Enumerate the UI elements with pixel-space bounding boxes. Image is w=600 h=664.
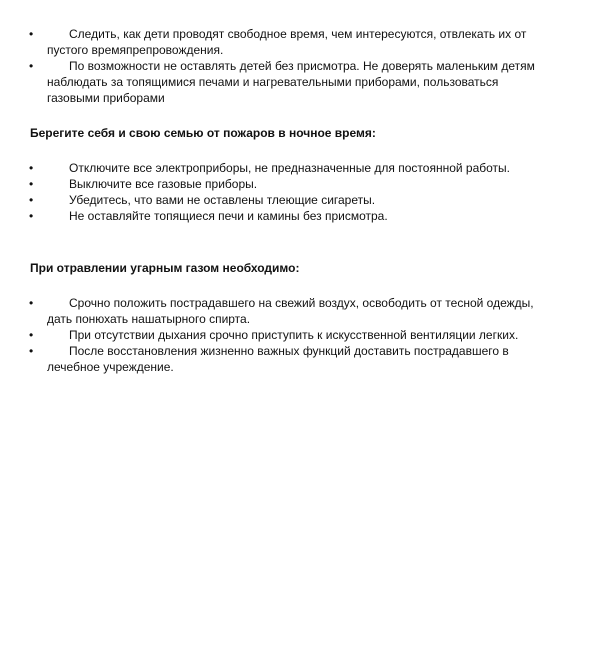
bullet-icon: • xyxy=(29,209,34,223)
list-item-text: Срочно положить пострадавшего на свежий воздух, освободить от тесной одежды, дать понюхать нашатырного спирта. xyxy=(47,296,534,326)
bullet-icon: • xyxy=(29,344,34,358)
child-safety-list xyxy=(0,26,600,106)
bullet-icon: • xyxy=(29,161,34,175)
list-item-text: Убедитесь, что вами не оставлены тлеющие сигареты. xyxy=(69,193,376,207)
bullet-icon: • xyxy=(29,296,34,310)
section-heading-night-fires: Берегите себя и свою семью от пожаров в ночное время: xyxy=(30,126,376,140)
list-item xyxy=(0,192,600,208)
list-item xyxy=(0,208,600,224)
list-item-text: Отключите все электроприборы, не предназначенные для постоянной работы. xyxy=(69,161,511,175)
carbon-monoxide-list xyxy=(0,295,600,375)
bullet-icon: • xyxy=(29,27,34,41)
bullet-icon: • xyxy=(29,59,34,73)
list-item xyxy=(0,327,600,343)
list-item xyxy=(0,26,600,58)
list-item xyxy=(0,343,600,375)
bullet-icon: • xyxy=(29,328,34,342)
bullet-icon: • xyxy=(29,193,34,207)
section-heading-carbon-monoxide: При отравлении угарным газом необходимо: xyxy=(30,261,300,275)
list-item-text: После восстановления жизненно важных функций доставить пострадавшего в лечебное учреждение. xyxy=(47,344,509,374)
list-item xyxy=(0,295,600,327)
list-item xyxy=(0,176,600,192)
list-item-text: Следить, как дети проводят свободное время, чем интересуются, отвлекать их от пустого времяпрепровождения. xyxy=(47,27,527,57)
list-item xyxy=(0,58,600,106)
list-item xyxy=(0,160,600,176)
list-item-text: По возможности не оставлять детей без присмотра. Не доверять маленьким детям наблюдать за топящимися печами и нагревательными приборами, пользоваться газовыми приборами xyxy=(47,59,535,105)
list-item-text: Не оставляйте топящиеся печи и камины без присмотра. xyxy=(69,209,388,223)
night-fires-list xyxy=(0,160,600,224)
list-item-text: При отсутствии дыхания срочно приступить к искусственной вентиляции легких. xyxy=(69,328,519,342)
bullet-icon: • xyxy=(29,177,34,191)
list-item-text: Выключите все газовые приборы. xyxy=(69,177,258,191)
